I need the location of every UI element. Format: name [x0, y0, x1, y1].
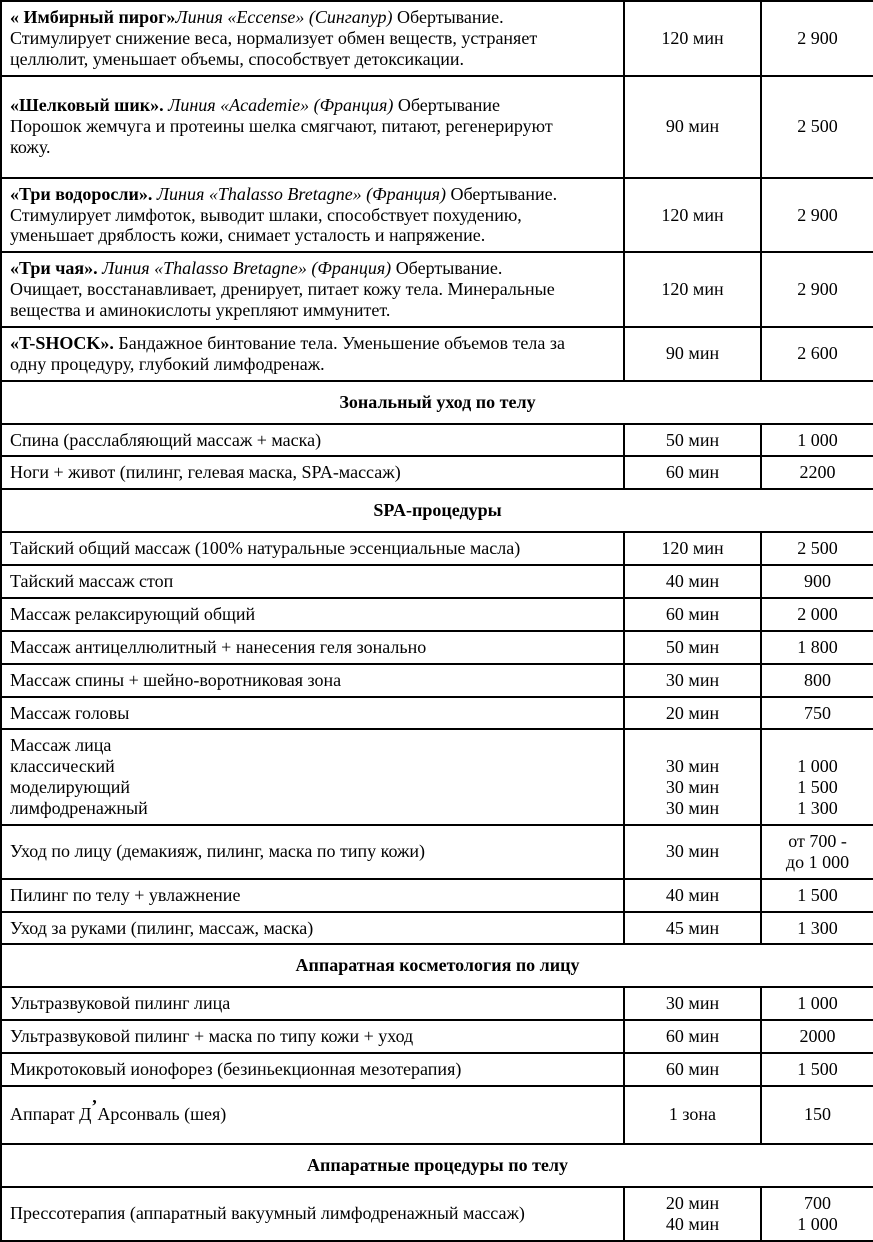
- service-row: [1, 631, 873, 664]
- price-cell-line: 2 900: [797, 27, 838, 48]
- service-name-segment: одну процедуру, глубокий лимфодренаж.: [10, 353, 325, 374]
- service-row: [1, 1053, 873, 1086]
- service-name-segment: моделирующий: [10, 777, 130, 798]
- service-row: [1, 1020, 873, 1053]
- price-cell-line: от 700 -: [788, 830, 847, 851]
- price-cell-line: 1 500: [797, 1059, 838, 1079]
- duration-cell: [624, 1020, 761, 1053]
- service-row: [1, 456, 873, 489]
- service-name-cell: [1, 565, 624, 598]
- service-name-segment: Ультразвуковой пилинг + маска по типу кожи + уход: [10, 1026, 414, 1047]
- service-name-segment: вещества и аминокислоты укрепляют иммунитет.: [10, 300, 391, 320]
- duration-cell-line: 30 мин: [665, 669, 720, 690]
- duration-cell: [624, 1053, 761, 1086]
- service-name-cell: [1, 664, 624, 697]
- duration-cell: [624, 424, 761, 457]
- service-name-segment: «Три чая».: [10, 258, 98, 279]
- service-name-segment: кожу.: [10, 137, 51, 158]
- duration-cell-line: 60 мин: [665, 1026, 720, 1047]
- service-row: [1, 1187, 873, 1241]
- section-title: Аппаратная косметология по лицу: [1, 944, 873, 987]
- service-name-cell: [1, 912, 624, 945]
- duration-cell: [624, 598, 761, 631]
- service-name-segment: Линия «Academie» (Франция): [163, 95, 394, 116]
- price-cell: [761, 912, 873, 945]
- service-name-segment: Уход за руками (пилинг, массаж, маска): [10, 917, 314, 938]
- service-row: [1, 1, 873, 76]
- service-name-cell: [1, 987, 624, 1020]
- price-cell: [761, 631, 873, 664]
- section-header-row: [1, 381, 873, 424]
- duration-cell: [624, 664, 761, 697]
- duration-cell-line: 50 мин: [665, 636, 720, 657]
- price-cell: [761, 1086, 873, 1144]
- price-cell: [761, 879, 873, 912]
- duration-cell: [624, 76, 761, 178]
- service-name-cell: [1, 532, 624, 565]
- duration-cell-line: 50 мин: [665, 429, 720, 450]
- service-name-segment: Массаж релаксирующий общий: [10, 603, 256, 624]
- duration-cell: [624, 729, 761, 825]
- price-cell: [761, 729, 873, 825]
- duration-cell-line: 60 мин: [665, 462, 720, 483]
- service-name-cell: [1, 1187, 624, 1241]
- service-row: [1, 178, 873, 253]
- duration-cell: [624, 1086, 761, 1144]
- service-name-cell: [1, 879, 624, 912]
- service-name-segment: ’: [91, 1096, 98, 1117]
- service-name-segment: Тайский массаж стоп: [10, 571, 174, 591]
- price-cell-line: до 1 000: [785, 851, 850, 872]
- service-name-segment: Линия «Thalasso Bretagne» (Франция): [152, 183, 446, 204]
- price-cell-line: 1 000: [797, 429, 838, 450]
- price-cell-line: 1 300: [797, 798, 838, 818]
- service-name-segment: Уход по лицу (демакияж, пилинг, маска по типу кожи): [10, 841, 426, 862]
- service-row: [1, 825, 873, 879]
- service-name-cell: [1, 1086, 624, 1144]
- price-cell-line: 2 000: [797, 603, 838, 624]
- service-name-cell: [1, 598, 624, 631]
- duration-cell: [624, 327, 761, 381]
- service-name-cell: [1, 252, 624, 327]
- price-cell-line: 2000: [799, 1026, 836, 1047]
- service-name-cell: [1, 697, 624, 730]
- price-cell-line: 1 800: [797, 636, 838, 657]
- section-header-row: [1, 944, 873, 987]
- service-name-segment: Арсонваль (шея): [97, 1104, 227, 1125]
- service-name-segment: Обертывание.: [392, 7, 504, 27]
- duration-cell-line: 40 мин: [665, 1213, 720, 1234]
- duration-cell-line: 30 мин: [665, 993, 720, 1014]
- price-cell-line: 1 000: [797, 993, 838, 1014]
- service-name-segment: лимфодренажный: [10, 798, 148, 818]
- service-row: [1, 327, 873, 381]
- duration-cell: [624, 532, 761, 565]
- service-row: [1, 565, 873, 598]
- service-name-segment: Микротоковый ионофорез (безиньекционная мезотерапия): [10, 1059, 462, 1079]
- service-name-segment: Обертывание.: [445, 183, 558, 204]
- price-cell: [761, 1187, 873, 1241]
- service-name-segment: Ноги + живот (пилинг, гелевая маска, SPA-массаж): [10, 462, 401, 483]
- duration-cell-line: 60 мин: [665, 1059, 720, 1079]
- service-name-segment: Массаж головы: [10, 702, 130, 723]
- service-name-segment: Массаж антицеллюлитный + нанесения геля зонально: [10, 636, 427, 657]
- service-row: [1, 532, 873, 565]
- price-cell: [761, 825, 873, 879]
- price-cell: [761, 987, 873, 1020]
- duration-cell: [624, 456, 761, 489]
- price-cell: [761, 1053, 873, 1086]
- price-cell: [761, 424, 873, 457]
- service-name-cell: [1, 424, 624, 457]
- price-cell: [761, 664, 873, 697]
- service-name-segment: Ультразвуковой пилинг лица: [10, 993, 231, 1014]
- service-name-cell: [1, 76, 624, 178]
- section-title: Зональный уход по телу: [1, 381, 873, 424]
- price-cell-line: [815, 735, 820, 755]
- duration-cell: [624, 825, 761, 879]
- duration-cell-line: 60 мин: [665, 603, 720, 624]
- duration-cell-line: 30 мин: [665, 756, 720, 777]
- price-cell-line: 900: [804, 571, 831, 591]
- duration-cell-line: 20 мин: [665, 1192, 720, 1213]
- service-name-segment: «T-SHOCK».: [10, 332, 114, 353]
- price-cell: [761, 252, 873, 327]
- service-name-cell: [1, 631, 624, 664]
- section-title: Аппаратные процедуры по телу: [1, 1144, 873, 1187]
- price-cell-line: 1 500: [797, 884, 838, 905]
- price-cell-line: 1 000: [797, 756, 838, 777]
- service-name-segment: Тайский общий массаж (100% натуральные эссенциальные масла): [10, 538, 521, 559]
- service-name-segment: Пилинг по телу + увлажнение: [10, 884, 241, 905]
- price-cell-line: 700: [804, 1192, 831, 1213]
- price-cell-line: 800: [804, 669, 831, 690]
- price-cell: [761, 598, 873, 631]
- price-cell-line: 1 000: [797, 1213, 838, 1234]
- price-cell-line: 2200: [799, 462, 836, 483]
- service-row: [1, 1086, 873, 1144]
- price-cell-line: 750: [804, 702, 831, 723]
- service-name-segment: Обертывание: [393, 95, 500, 116]
- service-row: [1, 664, 873, 697]
- duration-cell-line: 1 зона: [668, 1104, 717, 1125]
- duration-cell: [624, 252, 761, 327]
- duration-cell-line: 45 мин: [665, 917, 720, 938]
- service-name-segment: целлюлит, уменьшает объемы, способствует детоксикации.: [10, 48, 465, 69]
- price-table-body: [1, 1, 873, 1241]
- service-name-segment: Линия «Thalasso Bretagne» (Франция): [97, 258, 392, 279]
- price-cell-line: 2 600: [797, 343, 838, 364]
- duration-cell-line: 30 мин: [665, 841, 720, 862]
- section-title: SPA-процедуры: [1, 489, 873, 532]
- price-cell-line: 150: [804, 1104, 831, 1125]
- price-cell-line: 2 500: [797, 116, 838, 137]
- price-cell: [761, 456, 873, 489]
- service-name-cell: [1, 1, 624, 76]
- service-row: [1, 879, 873, 912]
- duration-cell-line: 30 мин: [665, 798, 720, 818]
- duration-cell: [624, 879, 761, 912]
- duration-cell-line: 90 мин: [665, 116, 720, 137]
- service-name-segment: Порошок жемчуга и протеины шелка смягчают, питают, регенерируют: [10, 116, 553, 137]
- service-row: [1, 424, 873, 457]
- duration-cell: [624, 987, 761, 1020]
- duration-cell-line: 120 мин: [661, 27, 724, 48]
- price-cell: [761, 697, 873, 730]
- duration-cell: [624, 565, 761, 598]
- service-name-segment: «Шелковый шик».: [10, 95, 164, 116]
- duration-cell: [624, 697, 761, 730]
- service-name-cell: [1, 729, 624, 825]
- price-cell: [761, 76, 873, 178]
- price-cell: [761, 178, 873, 253]
- price-cell-line: 2 900: [797, 279, 838, 300]
- service-row: [1, 697, 873, 730]
- price-cell: [761, 532, 873, 565]
- duration-cell: [624, 1, 761, 76]
- service-name-segment: Стимулирует снижение веса, нормализует обмен веществ, устраняет: [10, 27, 538, 48]
- service-name-segment: Обертывание.: [391, 258, 503, 279]
- service-name-segment: Массаж спины + шейно-воротниковая зона: [10, 669, 342, 690]
- price-cell: [761, 1, 873, 76]
- service-name-segment: уменьшает дряблость кожи, снимает усталость и напряжение.: [10, 225, 486, 246]
- duration-cell-line: 20 мин: [665, 702, 720, 723]
- service-name-cell: [1, 1020, 624, 1053]
- service-row: [1, 987, 873, 1020]
- price-cell: [761, 327, 873, 381]
- service-name-segment: Бандажное бинтование тела. Уменьшение объемов тела за: [113, 332, 565, 353]
- service-row: [1, 912, 873, 945]
- service-row: [1, 252, 873, 327]
- service-name-segment: «Три водоросли».: [10, 183, 153, 204]
- service-name-cell: [1, 327, 624, 381]
- service-name-segment: Спина (расслабляющий массаж + маска): [10, 429, 322, 450]
- service-row: [1, 76, 873, 178]
- price-cell: [761, 565, 873, 598]
- service-row: [1, 729, 873, 825]
- price-cell-line: 2 500: [797, 538, 838, 559]
- duration-cell: [624, 178, 761, 253]
- duration-cell: [624, 912, 761, 945]
- price-cell-line: 2 900: [797, 204, 838, 225]
- duration-cell: [624, 631, 761, 664]
- section-header-row: [1, 1144, 873, 1187]
- duration-cell-line: [690, 735, 695, 755]
- service-name-segment: Стимулирует лимфоток, выводит шлаки, способствует похудению,: [10, 204, 522, 225]
- section-header-row: [1, 489, 873, 532]
- duration-cell-line: 120 мин: [661, 279, 724, 300]
- price-cell: [761, 1020, 873, 1053]
- duration-cell-line: 30 мин: [665, 777, 720, 798]
- price-cell-line: 1 500: [797, 777, 838, 798]
- service-name-segment: Массаж лица: [10, 735, 112, 756]
- service-row: [1, 598, 873, 631]
- service-name-cell: [1, 456, 624, 489]
- duration-cell-line: 40 мин: [665, 571, 720, 591]
- service-name-segment: Очищает, восстанавливает, дренирует, питает кожу тела. Минеральные: [10, 279, 555, 300]
- service-name-segment: Линия «Eccense» (Сингапур): [175, 7, 393, 27]
- duration-cell-line: 90 мин: [665, 343, 720, 364]
- service-name-cell: [1, 1053, 624, 1086]
- duration-cell: [624, 1187, 761, 1241]
- duration-cell-line: 120 мин: [661, 538, 724, 559]
- service-name-segment: Прессотерапия (аппаратный вакуумный лимфодренажный массаж): [10, 1203, 525, 1224]
- service-name-cell: [1, 825, 624, 879]
- service-name-segment: классический: [10, 756, 115, 777]
- duration-cell-line: 120 мин: [661, 204, 724, 225]
- price-cell-line: 1 300: [797, 917, 838, 938]
- service-name-segment: « Имбирный пирог»: [10, 7, 176, 27]
- duration-cell-line: 40 мин: [665, 884, 720, 905]
- service-name-cell: [1, 178, 624, 253]
- service-name-segment: Аппарат Д: [10, 1104, 92, 1125]
